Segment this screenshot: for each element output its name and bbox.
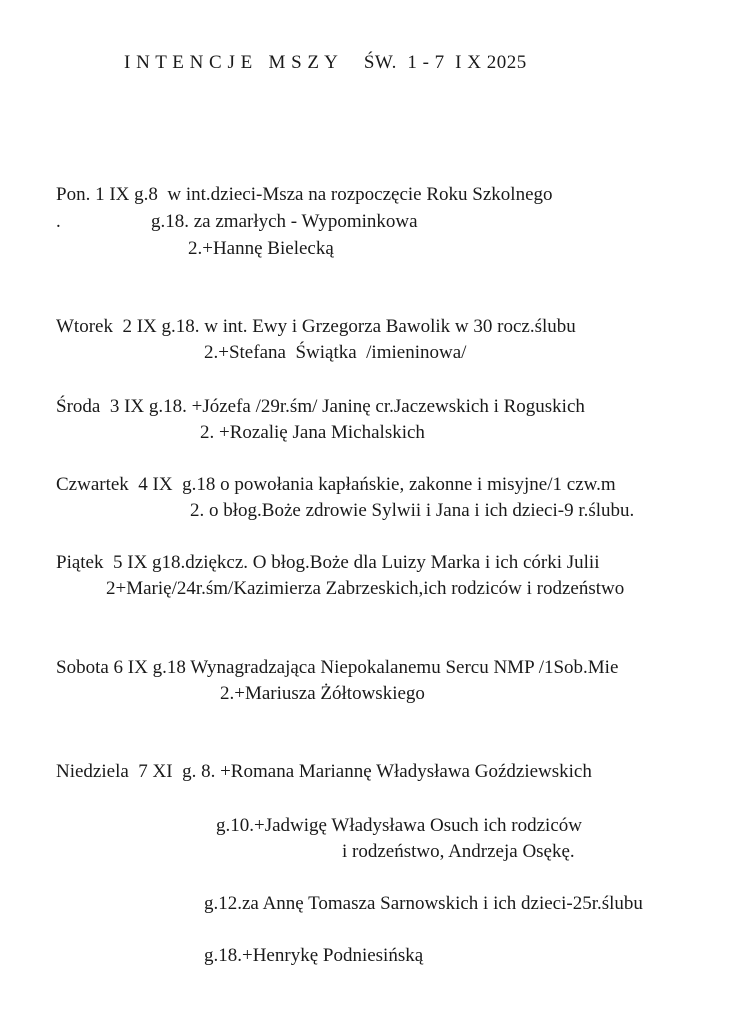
sunday-line-1: Niedziela 7 XI g. 8. +Romana Mariannę Władysława Goździewskich (56, 761, 592, 782)
sunday-line-4: g.12.za Annę Tomasza Sarnowskich i ich dzieci-25r.ślubu (204, 893, 643, 914)
wednesday-line-2: 2. +Rozalię Jana Michalskich (200, 422, 425, 443)
tuesday-line-1: Wtorek 2 IX g.18. w int. Ewy i Grzegorza Bawolik w 30 rocz.ślubu (56, 316, 576, 337)
thursday-line-1: Czwartek 4 IX g.18 o powołania kapłańskie, zakonne i misyjne/1 czw.m (56, 474, 616, 495)
wednesday-line-1: Środa 3 IX g.18. +Józefa /29r.śm/ Janinę cr.Jaczewskich i Roguskich (56, 396, 585, 417)
tuesday-line-2: 2.+Stefana Świątka /imieninowa/ (204, 342, 467, 363)
saturday-line-2: 2.+Mariusza Żółtowskiego (220, 683, 425, 704)
thursday-line-2: 2. o błog.Boże zdrowie Sylwii i Jana i ich dzieci-9 r.ślubu. (190, 500, 635, 521)
monday-line-2: . g.18. za zmarłych - Wypominkowa (56, 211, 418, 232)
saturday-line-1: Sobota 6 IX g.18 Wynagradzająca Niepokalanemu Sercu NMP /1Sob.Mie (56, 657, 619, 678)
sunday-line-3: i rodzeństwo, Andrzeja Osękę. (342, 841, 575, 862)
monday-line-3: 2.+Hannę Bielecką (188, 238, 334, 259)
sunday-line-2: g.10.+Jadwigę Władysława Osuch ich rodziców (216, 815, 582, 836)
page-title: I N T E N C J E M S Z Y ŚW. 1 - 7 I X 2025 (124, 52, 527, 73)
sunday-line-5: g.18.+Henrykę Podniesińską (204, 945, 424, 966)
friday-line-1: Piątek 5 IX g18.dziękcz. O błog.Boże dla Luizy Marka i ich córki Julii (56, 552, 600, 573)
monday-line-1: Pon. 1 IX g.8 w int.dzieci-Msza na rozpoczęcie Roku Szkolnego (56, 184, 553, 205)
friday-line-2: 2+Marię/24r.śm/Kazimierza Zabrzeskich,ich rodziców i rodzeństwo (106, 578, 625, 599)
